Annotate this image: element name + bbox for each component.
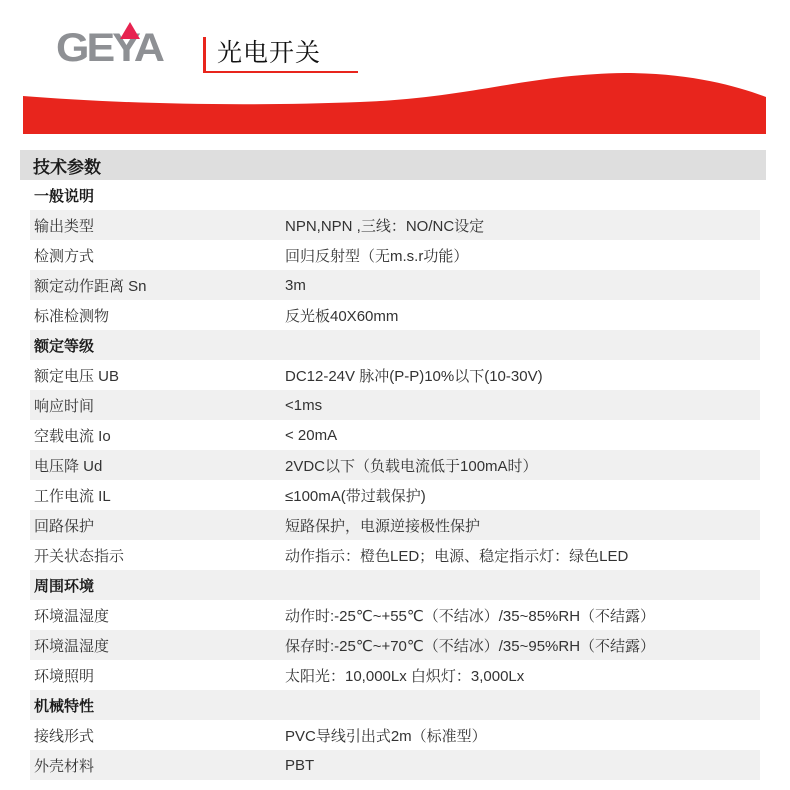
row-value: 反光板40X60mm <box>285 307 399 325</box>
spec-row <box>30 480 760 510</box>
row-label: 回路保护 <box>34 517 95 535</box>
spec-section-row <box>30 690 760 720</box>
row-value: PVC导线引出式2m（标准型） <box>285 727 487 745</box>
spec-row <box>30 240 760 270</box>
row-label: 电压降 Ud <box>34 457 103 475</box>
spec-row <box>30 390 760 420</box>
row-label: 机械特性 <box>34 697 95 715</box>
row-label: 检测方式 <box>34 247 95 265</box>
spec-row <box>30 210 760 240</box>
spec-row <box>30 660 760 690</box>
row-label: 输出类型 <box>34 217 95 235</box>
spec-row <box>30 270 760 300</box>
spec-table <box>20 150 766 780</box>
spec-row <box>30 630 760 660</box>
row-value: 保存时:-25℃~+70℃（不结冰）/35~95%RH（不结露） <box>285 637 656 655</box>
row-label: 工作电流 IL <box>34 487 111 505</box>
spec-row <box>30 600 760 630</box>
spec-section-row <box>30 330 760 360</box>
spec-rows <box>30 180 760 780</box>
row-label: 周围环境 <box>34 577 95 595</box>
spec-row <box>30 450 760 480</box>
table-title: 技术参数 <box>20 150 766 180</box>
spec-section-row <box>30 570 760 600</box>
row-label: 外壳材料 <box>34 757 95 775</box>
wave-banner <box>0 0 790 150</box>
spec-row <box>30 360 760 390</box>
spec-row <box>30 540 760 570</box>
row-value: 太阳光：10,000Lx 白炽灯：3,000Lx <box>285 667 525 685</box>
row-label: 标准检测物 <box>34 307 110 325</box>
row-label: 响应时间 <box>34 397 95 415</box>
spec-row <box>30 420 760 450</box>
spec-row <box>30 300 760 330</box>
spec-row <box>30 510 760 540</box>
page-title: 光电开关 <box>217 39 322 67</box>
row-value: 3m <box>285 276 306 294</box>
row-label: 额定电压 UB <box>34 367 120 385</box>
row-label: 空载电流 Io <box>34 427 111 445</box>
row-value: 动作时:-25℃~+55℃（不结冰）/35~85%RH（不结露） <box>285 607 656 625</box>
row-value: < 20mA <box>285 426 338 444</box>
row-value: PBT <box>285 756 315 774</box>
row-value: ≤100mA(带过载保护) <box>285 487 426 505</box>
row-value: 回归反射型（无m.s.r功能） <box>285 247 469 265</box>
row-label: 开关状态指示 <box>34 547 125 565</box>
row-value: <1ms <box>285 396 323 414</box>
row-value: DC12-24V 脉冲(P-P)10%以下(10-30V) <box>285 367 543 385</box>
row-label: 环境照明 <box>34 667 95 685</box>
row-value: 短路保护，电源逆接极性保护 <box>285 517 481 535</box>
row-value: 2VDC以下（负载电流低于100mA时） <box>285 457 538 475</box>
spec-row <box>30 750 760 780</box>
row-value: NPN,NPN ,三线：NO/NC设定 <box>285 217 485 235</box>
row-label: 环境温湿度 <box>34 607 110 625</box>
spec-section-row <box>30 180 760 210</box>
row-label: 额定等级 <box>34 337 95 355</box>
row-label: 一般说明 <box>34 187 95 205</box>
row-label: 额定动作距离 Sn <box>34 277 147 295</box>
row-value: 动作指示：橙色LED；电源、稳定指示灯：绿色LED <box>285 547 629 565</box>
spec-row <box>30 720 760 750</box>
brand-logo: GEYA <box>56 26 162 71</box>
row-label: 环境温湿度 <box>34 637 110 655</box>
row-label: 接线形式 <box>34 727 95 745</box>
